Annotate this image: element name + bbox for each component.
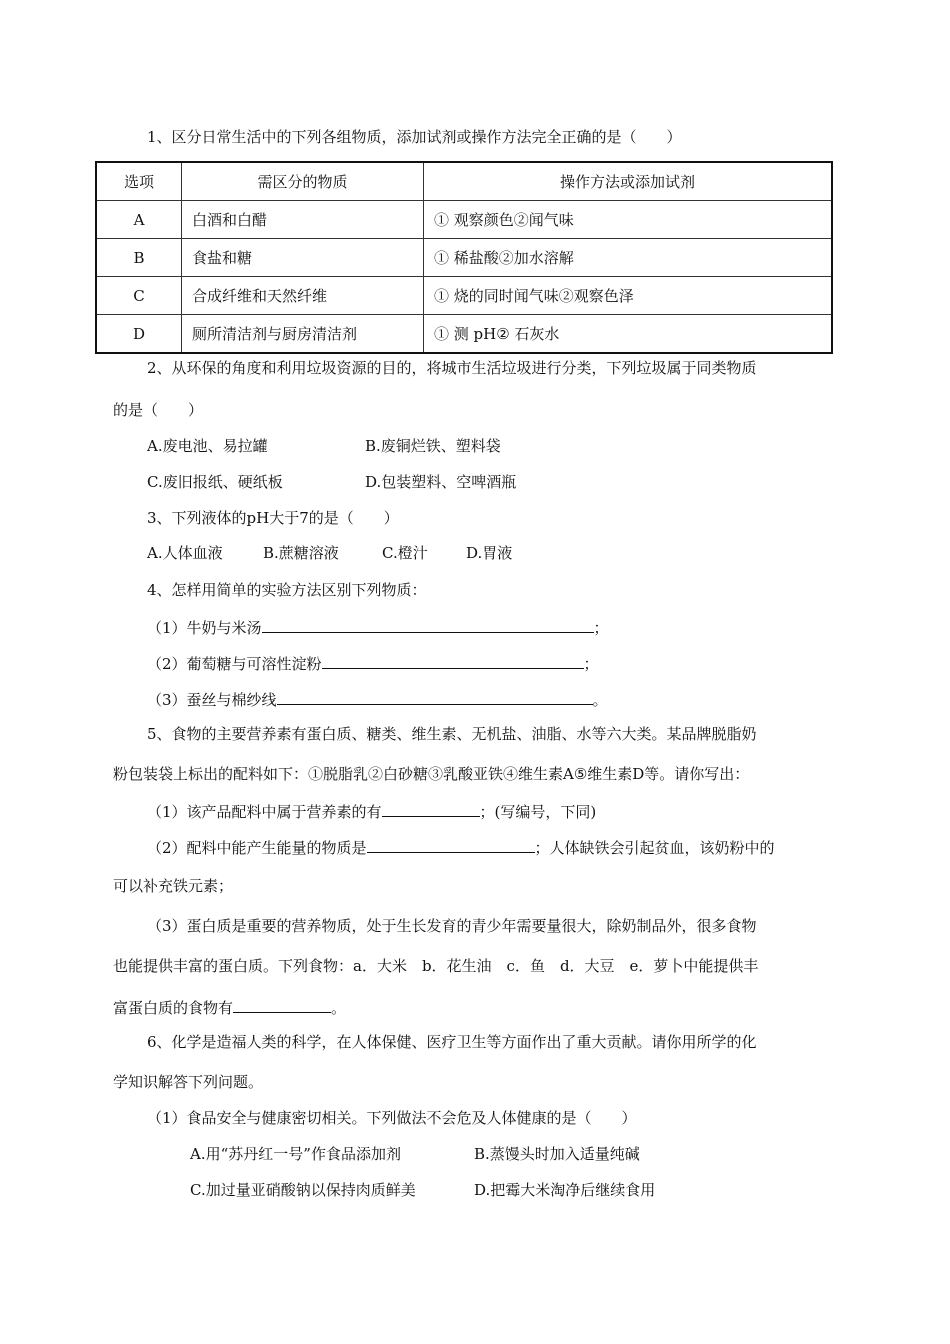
answer-blank[interactable] [233,996,331,1013]
q5-item1-label: （1）该产品配料中属于营养素的有 [147,803,382,821]
q5-item1-post: ；(写编号，下同) [479,803,597,821]
row-substances: 合成纤维和天然纤维 [182,277,424,315]
q4-item2 [147,652,599,674]
q4-stem: 4、怎样用简单的实验方法区别下列物质： [147,581,427,599]
q6-option-d: D.把霉大米淘净后继续食用 [474,1181,656,1199]
answer-blank[interactable] [322,652,584,669]
q3-stem: 3、下列液体的pH大于7的是（ ） [147,509,399,527]
q5-item3-line1: （3）蛋白质是重要的营养物质，处于生长发育的青少年需要量很大，除奶制品外，很多食物 [147,917,757,935]
header-method: 操作方法或添加试剂 [424,162,833,201]
q4-item3-end: 。 [592,691,608,709]
q2-option-a: A.废电池、易拉罐 [147,437,268,455]
q5-stem-line2: 粉包装袋上标出的配料如下：①脱脂乳②白砂糖③乳酸亚铁④维生素A⑤维生素D等。请你写出： [113,765,750,783]
q2-option-d: D.包装塑料、空啤酒瓶 [365,473,517,491]
q4-item2-label: （2）葡萄糖与可溶性淀粉 [147,655,322,673]
q5-item1 [147,800,596,822]
q4-item1-end: ； [593,619,609,637]
q6-option-b: B.蒸馒头时加入适量纯碱 [474,1145,640,1163]
q5-item3-post: 。 [331,999,347,1017]
q6-option-c: C.加过量亚硝酸钠以保持肉质鲜美 [190,1181,416,1199]
q1-table [95,161,833,354]
q2-stem-line2: 的是（ ） [113,401,204,419]
q4-item1 [147,616,609,638]
q3-option-d: D.胃液 [466,544,513,562]
answer-blank[interactable] [277,688,593,705]
q5-item3-label: 富蛋白质的食物有 [113,999,234,1017]
q4-item2-end: ； [583,655,599,673]
row-substances: 厕所清洁剂与厨房清洁剂 [182,315,424,354]
answer-blank[interactable] [367,836,535,853]
q6-stem-line1: 6、化学是造福人类的科学，在人体保健、医疗卫生等方面作出了重大贡献。请你用所学的化 [147,1033,757,1051]
q6-option-a: A.用“苏丹红一号”作食品添加剂 [190,1145,401,1163]
row-option: A [96,201,182,239]
table-row [96,315,832,354]
q3-option-a: A.人体血液 [147,544,223,562]
q6-sub1: （1）食品安全与健康密切相关。下列做法不会危及人体健康的是（ ） [147,1109,637,1127]
row-method: ① 观察颜色②闻气味 [424,201,833,239]
table-row [96,239,832,277]
row-substances: 白酒和白醋 [182,201,424,239]
q2-option-b: B.废铜烂铁、塑料袋 [365,437,501,455]
q4-item3-label: （3）蚕丝与棉纱线 [147,691,277,709]
row-method: ① 烧的同时闻气味②观察色泽 [424,277,833,315]
q2-stem-line1: 2、从环保的角度和利用垃圾资源的目的，将城市生活垃圾进行分类，下列垃圾属于同类物质 [147,359,757,377]
table-header-row [96,162,832,201]
row-option: B [96,239,182,277]
q5-item2-label: （2）配料中能产生能量的物质是 [147,839,367,857]
row-method: ① 稀盐酸②加水溶解 [424,239,833,277]
q5-item2 [147,836,775,858]
q5-stem-line1: 5、食物的主要营养素有蛋白质、糖类、维生素、无机盐、油脂、水等六大类。某品牌脱脂奶 [147,725,757,743]
q3-option-c: C.橙汁 [382,544,428,562]
q5-item2-post: ；人体缺铁会引起贫血，该奶粉中的 [534,839,775,857]
row-substances: 食盐和糖 [182,239,424,277]
table-row [96,277,832,315]
q3-option-b: B.蔗糖溶液 [263,544,339,562]
q6-stem-line2: 学知识解答下列问题。 [113,1073,264,1091]
q1-stem: 1、区分日常生活中的下列各组物质，添加试剂或操作方法完全正确的是（ ） [147,128,682,146]
q5-item2-line2: 可以补充铁元素； [113,877,234,895]
header-substances: 需区分的物质 [182,162,424,201]
row-option: D [96,315,182,354]
table-row [96,201,832,239]
header-option: 选项 [96,162,182,201]
row-option: C [96,277,182,315]
q5-item3-line3 [113,996,346,1018]
q4-item3 [147,688,608,710]
row-method: ① 测 pH② 石灰水 [424,315,833,354]
answer-blank[interactable] [382,800,480,817]
q4-item1-label: （1）牛奶与米汤 [147,619,262,637]
answer-blank[interactable] [262,616,594,633]
q2-option-c: C.废旧报纸、硬纸板 [147,473,283,491]
q5-item3-line2: 也能提供丰富的蛋白质。下列食物：a．大米 b．花生油 c．鱼 d．大豆 e．萝卜中能提供丰 [113,957,759,975]
